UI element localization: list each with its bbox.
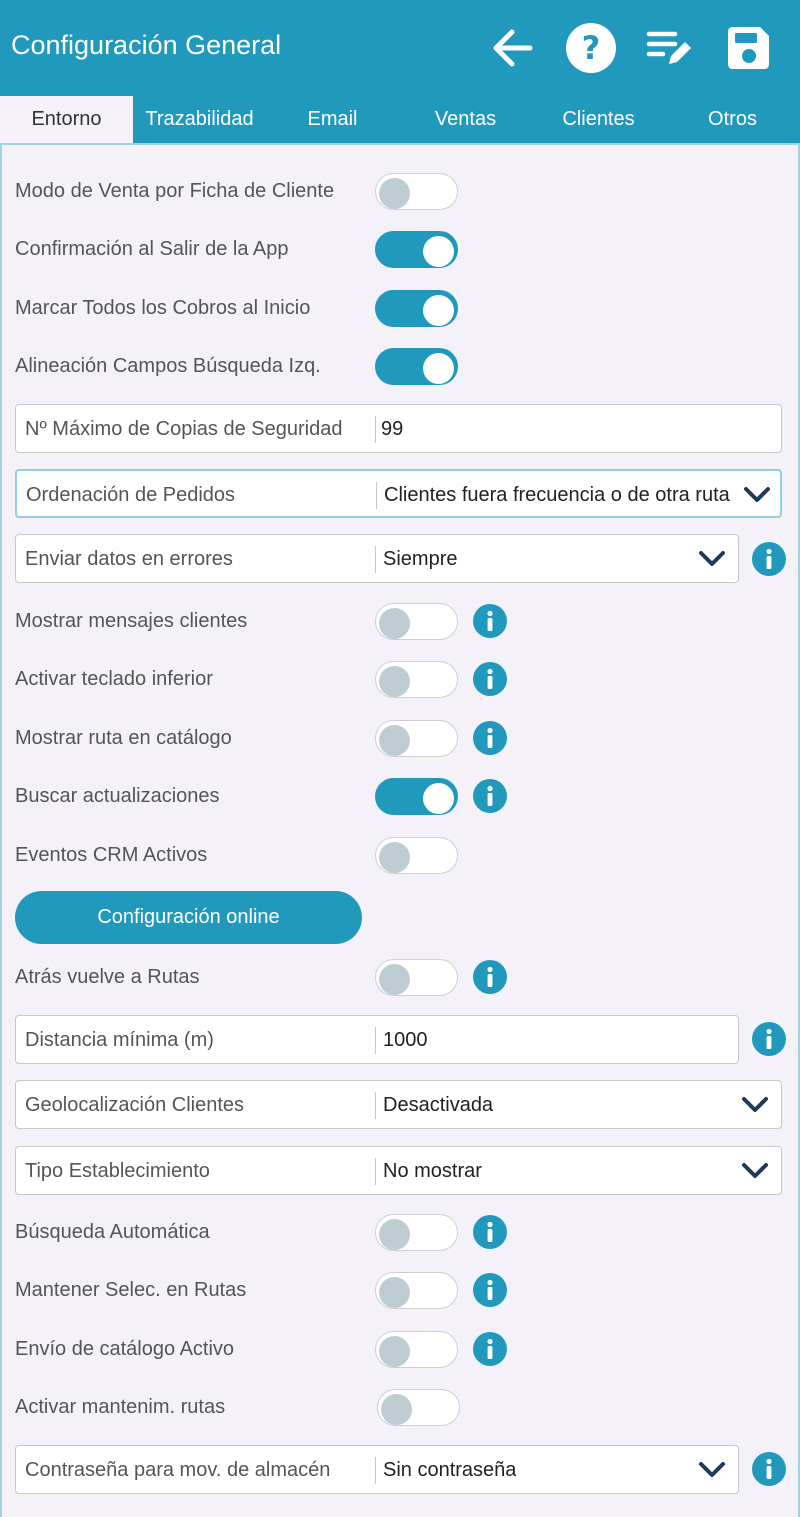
tipo-establecimiento-value: No mostrar xyxy=(383,1160,482,1182)
confirmacion-salir-toggle[interactable] xyxy=(375,231,458,268)
field-separator xyxy=(375,1027,376,1054)
contrasena-almacen-label: Contraseña para mov. de almacén xyxy=(25,1459,331,1481)
info-icon[interactable] xyxy=(473,960,507,994)
field-separator xyxy=(375,416,376,443)
field-separator xyxy=(376,482,377,509)
toggle-knob xyxy=(423,236,454,267)
mantenim-rutas-toggle[interactable] xyxy=(377,1389,460,1426)
tab-ventas[interactable]: Ventas xyxy=(434,108,497,130)
toggle-knob xyxy=(379,964,410,995)
modo-venta-toggle[interactable] xyxy=(375,173,458,210)
info-icon[interactable] xyxy=(473,1332,507,1366)
enviar-errores-value: Siempre xyxy=(383,548,458,570)
distancia-minima-input[interactable]: 1000 xyxy=(383,1029,428,1051)
tab-entorno[interactable]: Entorno xyxy=(0,96,133,143)
chevron-down-icon xyxy=(741,1160,769,1182)
toggle-knob xyxy=(379,1336,410,1367)
tipo-establecimiento-label: Tipo Establecimiento xyxy=(25,1160,210,1182)
buscar-actualizaciones-label: Buscar actualizaciones xyxy=(15,785,220,807)
teclado-inferior-label: Activar teclado inferior xyxy=(15,668,213,690)
toggle-knob xyxy=(379,1277,410,1308)
save-icon[interactable] xyxy=(723,22,773,74)
info-icon[interactable] xyxy=(473,1273,507,1307)
toggle-knob xyxy=(381,1394,412,1425)
contrasena-almacen-select[interactable] xyxy=(15,1445,739,1494)
confirmacion-salir-label: Confirmación al Salir de la App xyxy=(15,238,289,260)
toggle-knob xyxy=(379,608,410,639)
buscar-actualizaciones-toggle[interactable] xyxy=(375,778,458,815)
mantener-selec-label: Mantener Selec. en Rutas xyxy=(15,1279,247,1301)
mantenim-rutas-label: Activar mantenim. rutas xyxy=(15,1396,226,1418)
eventos-crm-toggle[interactable] xyxy=(375,837,458,874)
mostrar-mensajes-label: Mostrar mensajes clientes xyxy=(15,610,248,632)
busqueda-automatica-label: Búsqueda Automática xyxy=(15,1221,210,1243)
app-bar xyxy=(0,0,800,96)
modo-venta-label: Modo de Venta por Ficha de Cliente xyxy=(15,180,335,202)
max-copias-field[interactable] xyxy=(15,404,782,453)
arrow-back-icon[interactable] xyxy=(487,22,537,74)
info-icon[interactable] xyxy=(752,1022,786,1056)
eventos-crm-label: Eventos CRM Activos xyxy=(15,844,208,866)
distancia-minima-label: Distancia mínima (m) xyxy=(25,1029,214,1051)
ordenacion-pedidos-select[interactable] xyxy=(15,469,782,518)
tab-clientes[interactable]: Clientes xyxy=(562,108,635,130)
geolocalizacion-label: Geolocalización Clientes xyxy=(25,1094,245,1116)
field-separator xyxy=(375,1158,376,1185)
field-separator xyxy=(375,1092,376,1119)
field-separator xyxy=(375,1457,376,1484)
enviar-errores-label: Enviar datos en errores xyxy=(25,548,233,570)
info-icon[interactable] xyxy=(473,662,507,696)
ordenacion-pedidos-value: Clientes fuera frecuencia o de otra ruta xyxy=(384,484,730,506)
page-title: Configuración General xyxy=(11,30,282,60)
teclado-inferior-toggle[interactable] xyxy=(375,661,458,698)
mantener-selec-toggle[interactable] xyxy=(375,1272,458,1309)
chevron-down-icon xyxy=(698,1459,726,1481)
info-icon[interactable] xyxy=(752,1452,786,1486)
tipo-establecimiento-select[interactable] xyxy=(15,1146,782,1195)
max-copias-input[interactable]: 99 xyxy=(381,418,404,440)
atras-rutas-label: Atrás vuelve a Rutas xyxy=(15,966,200,988)
info-icon[interactable] xyxy=(473,604,507,638)
edit-list-icon[interactable] xyxy=(644,22,694,74)
toggle-knob xyxy=(379,1219,410,1250)
info-icon[interactable] xyxy=(473,721,507,755)
enviar-errores-select[interactable] xyxy=(15,534,739,583)
contrasena-almacen-value: Sin contraseña xyxy=(383,1459,517,1481)
tab-bar xyxy=(0,96,800,143)
toggle-knob xyxy=(379,666,410,697)
tab-email[interactable]: Email xyxy=(307,108,358,130)
mostrar-mensajes-toggle[interactable] xyxy=(375,603,458,640)
toggle-knob xyxy=(423,783,454,814)
geolocalizacion-value: Desactivada xyxy=(383,1094,494,1116)
chevron-down-icon xyxy=(698,548,726,570)
config-online-button[interactable]: Configuración online xyxy=(15,891,362,944)
info-icon[interactable] xyxy=(473,779,507,813)
alineacion-campos-label: Alineación Campos Búsqueda Izq. xyxy=(15,355,321,377)
marcar-cobros-toggle[interactable] xyxy=(375,290,458,327)
ruta-catalogo-toggle[interactable] xyxy=(375,720,458,757)
help-icon[interactable] xyxy=(566,22,616,74)
marcar-cobros-label: Marcar Todos los Cobros al Inicio xyxy=(15,297,311,319)
ruta-catalogo-label: Mostrar ruta en catálogo xyxy=(15,727,232,749)
max-copias-label: Nº Máximo de Copias de Seguridad xyxy=(25,418,343,440)
geolocalizacion-select[interactable] xyxy=(15,1080,782,1129)
toggle-knob xyxy=(379,842,410,873)
distancia-minima-field[interactable] xyxy=(15,1015,739,1064)
atras-rutas-toggle[interactable] xyxy=(375,959,458,996)
busqueda-automatica-toggle[interactable] xyxy=(375,1214,458,1251)
svg-text:?: ? xyxy=(581,29,601,67)
info-icon[interactable] xyxy=(473,1215,507,1249)
ordenacion-pedidos-label: Ordenación de Pedidos xyxy=(26,484,236,506)
toggle-knob xyxy=(423,353,454,384)
tab-trazabilidad[interactable]: Trazabilidad xyxy=(145,108,254,130)
info-icon[interactable] xyxy=(752,542,786,576)
field-separator xyxy=(375,546,376,573)
toggle-knob xyxy=(423,295,454,326)
envio-catalogo-toggle[interactable] xyxy=(375,1331,458,1368)
toggle-knob xyxy=(379,725,410,756)
tab-otros[interactable]: Otros xyxy=(708,108,757,130)
chevron-down-icon xyxy=(743,484,771,506)
chevron-down-icon xyxy=(741,1094,769,1116)
alineacion-campos-toggle[interactable] xyxy=(375,348,458,385)
toggle-knob xyxy=(379,178,410,209)
envio-catalogo-label: Envío de catálogo Activo xyxy=(15,1338,235,1360)
